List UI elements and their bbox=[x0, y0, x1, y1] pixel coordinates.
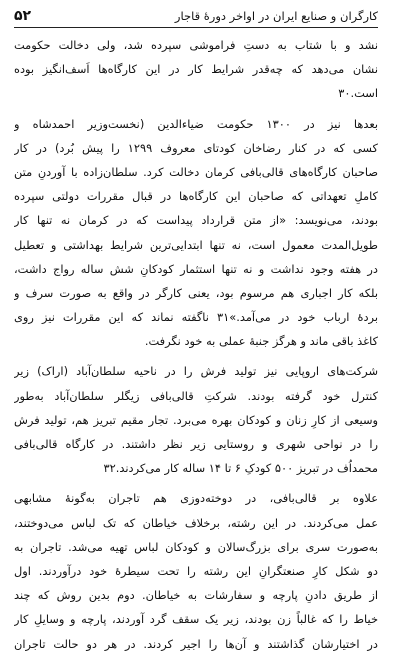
text-line: کاملِ تعهداتی که صاحبان این کارگاه‌ها در قبال مقررات دولتی سپرده bbox=[14, 189, 378, 204]
text-line: بودند، می‌نویسد: «از متن قرارداد پیداست که در کرمان نه تنها کار bbox=[14, 213, 378, 228]
text-line: کسی که در کنار رضاخان کودتای معروف ۱۲۹۹ را پیش بُرد) در کار bbox=[14, 140, 378, 155]
text-line: بعدها نیز در ۱۳۰۰ حکومت ضیاءالدین (نخست‌وزیر احمدشاه و bbox=[14, 116, 378, 131]
text-line: در اختیارشان گذاشتند و آن‌ها را اجیر کردند. در هر دو حالت تاجران bbox=[14, 636, 378, 651]
text-line: خیاط را که غالباً زن بودند، زیر یک سقف گرد آوردند، پارچه و وسایلِ کار bbox=[14, 612, 378, 627]
paragraph bbox=[14, 486, 378, 655]
text-line: شرکت‌های اروپایی نیز تولید فرش را در ناحیه سلطان‌آباد (اراک) زیر bbox=[14, 364, 378, 379]
text-line: نشان می‌دهد که چه‌قدر شرایط کار در این کارگاه‌ها اَسف‌انگیز بوده bbox=[14, 62, 378, 77]
text-line: نشد و با شتاب به دستِ فراموشی سپرده شد، ولی دخالت حکومت bbox=[14, 38, 378, 52]
text-line: عمل می‌کردند. در این رشته، برخلاف خیاطان که تک لباس می‌دوختند، bbox=[14, 515, 378, 530]
text-line: علاوه بر قالی‌بافی، در دوخته‌دوزی هم تاجران به‌گونهٔ مشابهی bbox=[14, 491, 378, 506]
text-line: به‌صورت سری برای بزرگ‌سالان و کودکان لباس تهیه می‌شد. تاجران به bbox=[14, 539, 378, 554]
text-line: محمداُف در تبریز ۵۰۰ کودکِ ۶ تا ۱۴ ساله کار می‌کردند.۳۲ bbox=[103, 461, 378, 476]
paragraph bbox=[14, 359, 378, 480]
text-line: وسیعی از کارِ زنان و کودکان بهره می‌برد. تجار مقیم تبریز هم، تولید فرش bbox=[14, 412, 378, 427]
text-line: طویل‌المدت معمول است، نه تنها ابتدایی‌ترین شرایط بهداشتی و تعطیل bbox=[14, 237, 378, 252]
page-number: ۵۲ bbox=[14, 8, 32, 24]
text-line: کنترل خود گرفته بودند. شرکتِ قالی‌بافی زیگلر سلطان‌آباد به‌طور bbox=[14, 388, 378, 403]
page-header bbox=[14, 5, 378, 28]
paragraph bbox=[14, 33, 378, 106]
text-line: در هفته وجود نداشت و نه تنها استثمار کودکانِ شش ساله رواج داشت، bbox=[14, 261, 378, 276]
page-body bbox=[14, 33, 378, 662]
text-line: دو شکل کارِ صنعتگرانِ این رشته را تحت سیطرهٔ خود درآوردند. اول bbox=[14, 563, 378, 578]
running-title: کارگران و صنایع ایران در اواخر دورهٔ قاجار bbox=[174, 9, 378, 23]
text-line: بردهٔ ارباب خود در می‌آمد.»۳۱ ناگفته نماند که این مقررات نیز روی bbox=[14, 310, 378, 325]
text-line: بلکه کار اجباری هم مرسوم بود، یعنی کارگر در واقع به صورت سرف و bbox=[14, 285, 378, 300]
text-line: کاغذ باقی ماند و هرگز جنبهٔ عملی به خود نگرفت. bbox=[144, 334, 378, 349]
text-line: است.۳۰ bbox=[338, 86, 378, 101]
paragraph bbox=[14, 112, 378, 354]
text-line: صاحبان کارگاه‌های قالی‌بافی کرمان دخالت کرد. سلطان‌زاده با آوردنِ متن bbox=[14, 164, 378, 179]
text-line: از طریق دادنِ پارچه و سفارشات به خیاطان. دوم بدین روش که چند bbox=[14, 588, 378, 603]
text-line: را در نواحی شهری و روستایی زیر نظر داشتند. در کارگاه قالی‌بافی bbox=[14, 437, 378, 451]
